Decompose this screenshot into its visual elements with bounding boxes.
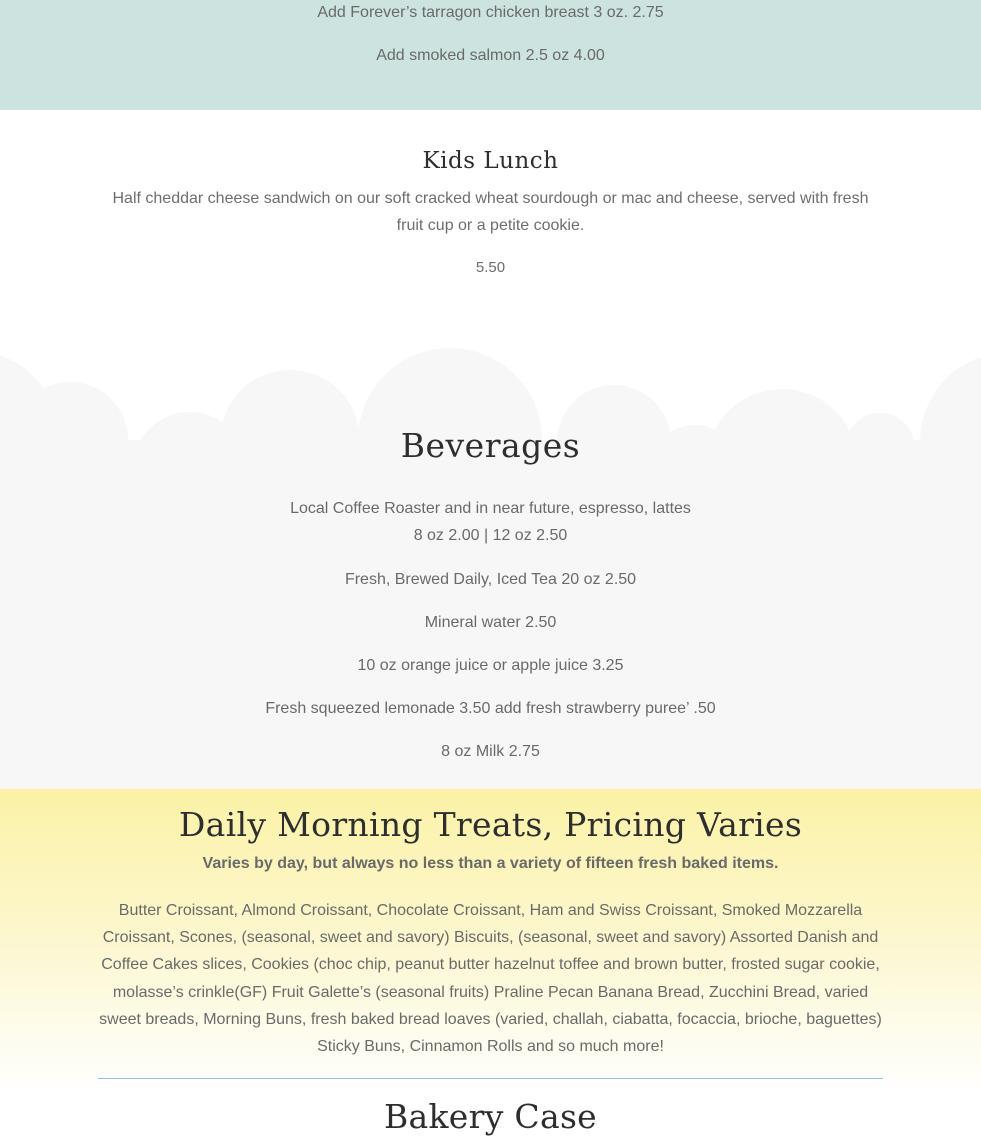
beverage-item-juice: 10 oz orange juice or apple juice 3.25 [357,657,624,674]
beverage-item-lemonade: Fresh squeezed lemonade 3.50 add fresh strawberry puree’ .50 [265,700,716,717]
morning-treats-subtitle: Varies by day, but always no less than a variety of fifteen fresh baked items. [202,855,779,872]
addon-item-salmon: Add smoked salmon 2.5 oz 4.00 [376,47,605,64]
morning-treats-description: Butter Croissant, Almond Croissant, Chocolate Croissant, Ham and Swiss Croissant, Smoked Mozzarella Croissant, Scones, (seasonal, sweet and savory) Biscuits, (seasonal, sweet and savory) Assorted Danish and Coffee Cakes slices, Cookies (choc chip, peanut butter hazelnut toffee and brown butter, frosted sugar cookie, molasse’s crinkle(GF) Fruit Galette’s (seasonal fruits) Praline Pecan Banana Bread, Zucchini Bread, varied sweet breads, Morning Buns, fresh baked bread loaves (varied, challah, ciabatta, focaccia, brioche, baguettes) Sticky Buns, Cinnamon Rolls and so much more! [99,902,882,1056]
kids-lunch-price: 5.50 [475,259,506,276]
kids-lunch-section [0,110,981,346]
beverages-title: Beverages [400,426,581,465]
addons-section [0,0,981,110]
beverage-coffee-line1: Local Coffee Roaster and in near future, espresso, lattes [290,500,691,517]
bakery-case-title: Bakery Case [383,1097,598,1136]
beverage-item-coffee [0,495,981,549]
beverage-coffee-line2: 8 oz 2.00 | 12 oz 2.50 [413,527,568,544]
addon-item-chicken: Add Forever’s tarragon chicken breast 3 oz. 2.75 [317,4,664,21]
morning-treats-title: Daily Morning Treats, Pricing Varies [178,805,803,844]
section-divider [98,1078,883,1079]
beverage-item-iced-tea: Fresh, Brewed Daily, Iced Tea 20 oz 2.50 [344,571,637,588]
morning-treats-section [0,789,981,1136]
kids-lunch-description: Half cheddar cheese sandwich on our soft cracked wheat sourdough or mac and cheese, served with fresh fruit cup or a petite cookie. [112,190,869,234]
beverage-item-mineral-water: Mineral water 2.50 [424,614,557,631]
beverages-section [0,330,981,789]
beverage-item-milk: 8 oz Milk 2.75 [441,743,540,760]
kids-lunch-title: Kids Lunch [422,148,559,174]
